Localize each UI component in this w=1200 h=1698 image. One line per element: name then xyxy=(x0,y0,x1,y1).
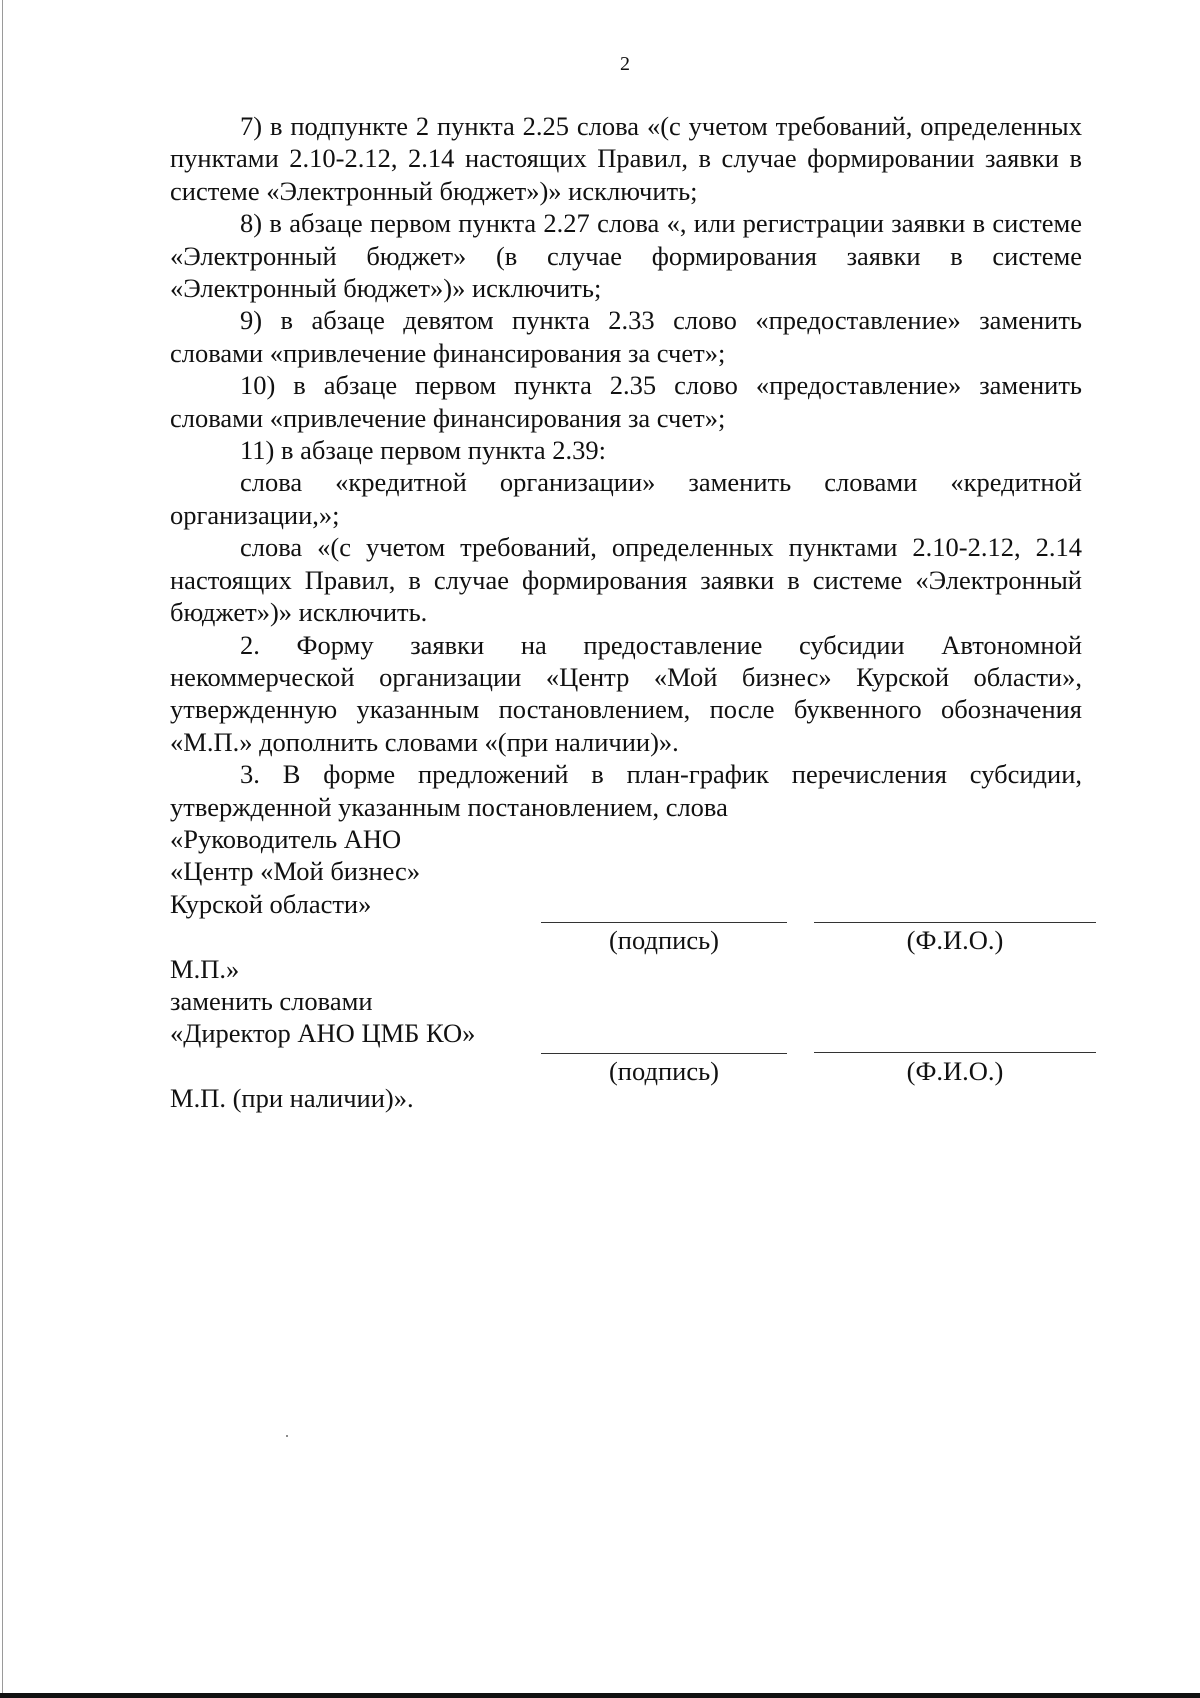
paragraph-section-2: 2. Форму заявки на предоставление субсидии Автономной некоммерческой организации «Центр «Мой бизнес» Курской области», утвержденную указанным постановлением, после буквенного обозначения «М.П.» дополнить словами «(при наличии)». xyxy=(170,629,1082,757)
new-signature-stamp: М.П. (при наличии)». xyxy=(170,1083,414,1114)
old-signature-line-2: «Центр «Мой бизнес» xyxy=(170,856,421,887)
old-name-caption: (Ф.И.О.) xyxy=(906,925,1004,955)
new-signature-caption: (подпись) xyxy=(608,1056,719,1086)
old-signature-line-1: «Руководитель АНО xyxy=(170,823,402,854)
paragraph-item-11: 11) в абзаце первом пункта 2.39: xyxy=(240,435,606,466)
new-signature-line xyxy=(541,1053,787,1054)
new-name-caption: (Ф.И.О.) xyxy=(906,1056,1004,1086)
paragraph-item-11-words-1: слова «кредитной организации» заменить словами «кредитной организации,»; xyxy=(170,467,1082,530)
old-name-line xyxy=(814,922,1096,923)
old-signature-line-3: Курской области» xyxy=(170,888,372,919)
paragraph-item-7: 7) в подпункте 2 пункта 2.25 слова «(с учетом требований, определенных пунктами 2.10-2.12, 2.14 настоящих Правил, в случае формировании заявки в системе «Электронный бюджет»)» исключить; xyxy=(170,111,1082,206)
document-body xyxy=(170,110,1082,1115)
paragraph-item-11-words-2: слова «(с учетом требований, определенных пунктами 2.10-2.12, 2.14 настоящих Правил, в случае формирования заявки в системе «Электронный бюджет»)» исключить. xyxy=(170,532,1082,628)
paragraph-item-8: 8) в абзаце первом пункта 2.27 слова «, или регистрации заявки в системе «Электронный бюджет» (в случае формирования заявки в системе «Электронный бюджет»)» исключить; xyxy=(170,208,1082,304)
paragraph-section-3: 3. В форме предложений в план-график перечисления субсидии, утвержденной указанным постановлением, слова xyxy=(170,759,1082,822)
old-signature-caption: (подпись) xyxy=(608,925,719,955)
scan-left-edge xyxy=(2,0,3,1698)
paragraph-item-9: 9) в абзаце девятом пункта 2.33 слово «предоставление» заменить словами «привлечение финансирования за счет»; xyxy=(170,305,1082,368)
paragraph-item-10: 10) в абзаце первом пункта 2.35 слово «предоставление» заменить словами «привлечение финансирования за счет»; xyxy=(170,370,1082,433)
scan-speck xyxy=(286,1435,288,1437)
new-name-line xyxy=(814,1052,1096,1053)
replace-phrase: заменить словами xyxy=(170,985,373,1016)
new-signature-line-1: «Директор АНО ЦМБ КО» xyxy=(170,1018,476,1049)
old-signature-stamp: М.П.» xyxy=(170,953,240,984)
page-number: 2 xyxy=(620,53,630,75)
scan-bottom-edge xyxy=(0,1693,1200,1698)
old-signature-line xyxy=(541,922,787,923)
